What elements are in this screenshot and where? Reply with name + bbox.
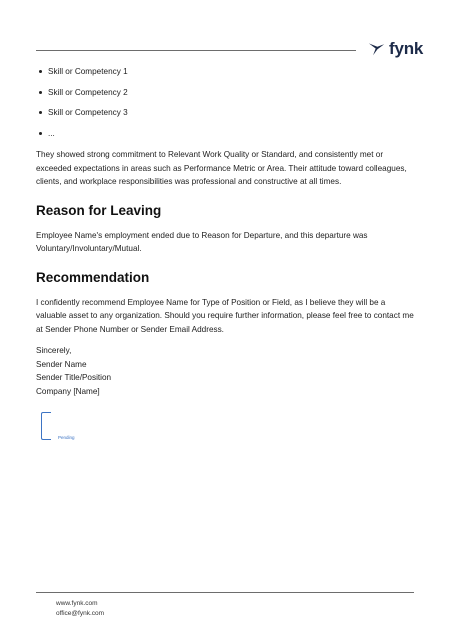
signature-status: Pending: [58, 435, 75, 440]
company-name: Company [Name]: [36, 386, 100, 396]
sender-name: Sender Name: [36, 359, 87, 369]
footer-email[interactable]: office@fynk.com: [56, 610, 105, 617]
footer-website[interactable]: www.fynk.com: [56, 600, 98, 607]
header-divider: [36, 50, 356, 51]
sender-title: Sender Title/Position: [36, 373, 112, 382]
logo-text: fynk: [389, 39, 424, 58]
salutation: Sincerely,: [36, 346, 72, 355]
reason-heading: Reason for Leaving: [36, 202, 162, 218]
recommendation-heading: Recommendation: [36, 269, 150, 285]
list-item: Skill or Competency 1: [36, 66, 414, 77]
signature-field[interactable]: [36, 412, 414, 442]
bird-logo-icon: [368, 40, 385, 57]
list-item: Skill or Competency 3: [36, 107, 414, 118]
signature-bracket: [41, 412, 51, 440]
footer-divider: [36, 592, 414, 593]
list-item: ...: [36, 128, 414, 139]
closing-block: [36, 344, 414, 398]
recommendation-paragraph: I confidently recommend Employee Name for Type of Position or Field, as I believe they will be a valuable asset to any organization. Should you require further information, please feel free to contact me at Sender Phone Number or Sender Email Address.: [36, 297, 414, 334]
footer: [56, 599, 104, 619]
reason-paragraph: Employee Name's employment ended due to Reason for Departure, and this departure was Voluntary/Involuntary/Mutual.: [36, 230, 368, 253]
performance-paragraph: They showed strong commitment to Relevant Work Quality or Standard, and consistently met or exceeded expectations in areas such as Performance Metric or Area. Their attitude toward colleagues, clients, and workplace responsibilities was professional and constructive at all times.: [36, 150, 407, 186]
list-item: Skill or Competency 2: [36, 87, 414, 98]
fynk-logo: [368, 40, 423, 57]
skills-list: [36, 66, 414, 139]
document-body: [36, 66, 414, 442]
